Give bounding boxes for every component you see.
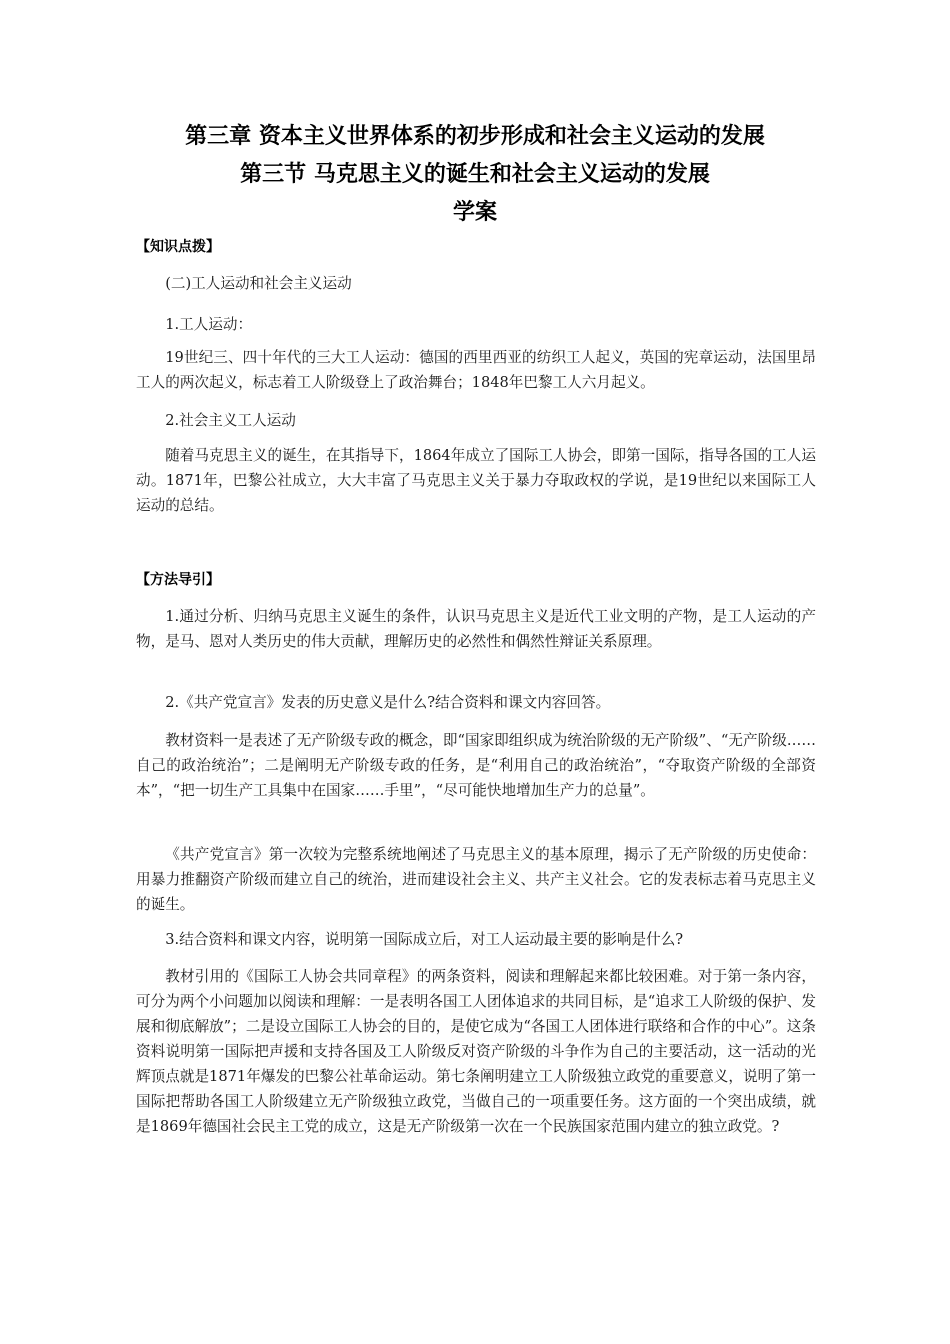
method-point3-question: 3.结合资料和课文内容，说明第一国际成立后，对工人运动最主要的影响是什么? [165, 931, 684, 948]
chapter-title: 第三章 资本主义世界体系的初步形成和社会主义运动的发展 [185, 124, 765, 149]
document-type-title: 学案 [452, 200, 497, 225]
method-point2-answer: 《共产党宣言》第一次较为完整系统地阐述了马克思主义的基本原理，揭示了无产阶级的历史使命：用暴力推翻资产阶级而建立自己的统治，进而建设社会主义、共产主义社会。它的发表标志着马克思主义的诞生。 [136, 846, 816, 913]
knowledge-item2-heading: 2.社会主义工人运动 [165, 412, 296, 429]
section-title: 第三节 马克思主义的诞生和社会主义运动的发展 [240, 162, 710, 187]
method-point1: 1.通过分析、归纳马克思主义诞生的条件，认识马克思主义是近代工业文明的产物，是工人运动的产物，是马、恩对人类历史的伟大贡献，理解历史的必然性和偶然性辩证关系原理。 [136, 608, 816, 650]
knowledge-item2-text: 随着马克思主义的诞生，在其指导下，1864年成立了国际工人协会，即第一国际，指导各国的工人运动。1871年，巴黎公社成立，大大丰富了马克思主义关于暴力夺取政权的学说，是19世纪以来国际工人运动的总结。 [136, 447, 816, 514]
knowledge-heading: 【知识点拨】 [136, 239, 220, 255]
method-heading: 【方法导引】 [136, 572, 220, 588]
knowledge-item1-heading: 1.工人运动： [165, 316, 253, 333]
method-point2-question: 2.《共产党宣言》发表的历史意义是什么?结合资料和课文内容回答。 [165, 694, 611, 711]
knowledge-sub-heading: (二)工人运动和社会主义运动 [165, 275, 352, 292]
method-point2-material: 教材资料一是表述了无产阶级专政的概念，即“国家即组织成为统治阶级的无产阶级”、“无产阶级……自己的政治统治”；二是阐明无产阶级专政的任务，是“利用自己的政治统治”，“夺取资产阶级的全部资本”，“把一切生产工具集中在国家……手里”，“尽可能快地增加生产力的总量”。 [136, 732, 816, 799]
knowledge-item1-text: 19世纪三、四十年代的三大工人运动：德国的西里西亚的纺织工人起义，英国的宪章运动，法国里昂工人的两次起义，标志着工人阶级登上了政治舞台；1848年巴黎工人六月起义。 [136, 349, 816, 391]
method-point3-answer: 教材引用的《国际工人协会共同章程》的两条资料，阅读和理解起来都比较困难。对于第一条内容，可分为两个小问题加以阅读和理解：一是表明各国工人团体追求的共同目标，是“追求工人阶级的保护、发展和彻底解放”；二是设立国际工人协会的目的，是使它成为“各国工人团体进行联络和合作的中心”。这条资料说明第一国际把声援和支持各国及工人阶级反对资产阶级的斗争作为自己的主要活动，这一活动的光辉顶点就是1871年爆发的巴黎公社革命运动。第七条阐明建立工人阶级独立政党的重要意义，说明了第一国际把帮助各国工人阶级建立无产阶级独立政党，当做自己的一项重要任务。这方面的一个突出成绩，就是1869年德国社会民主工党的成立，这是无产阶级第一次在一个民族国家范围内建立的独立政党。? [136, 968, 816, 1135]
